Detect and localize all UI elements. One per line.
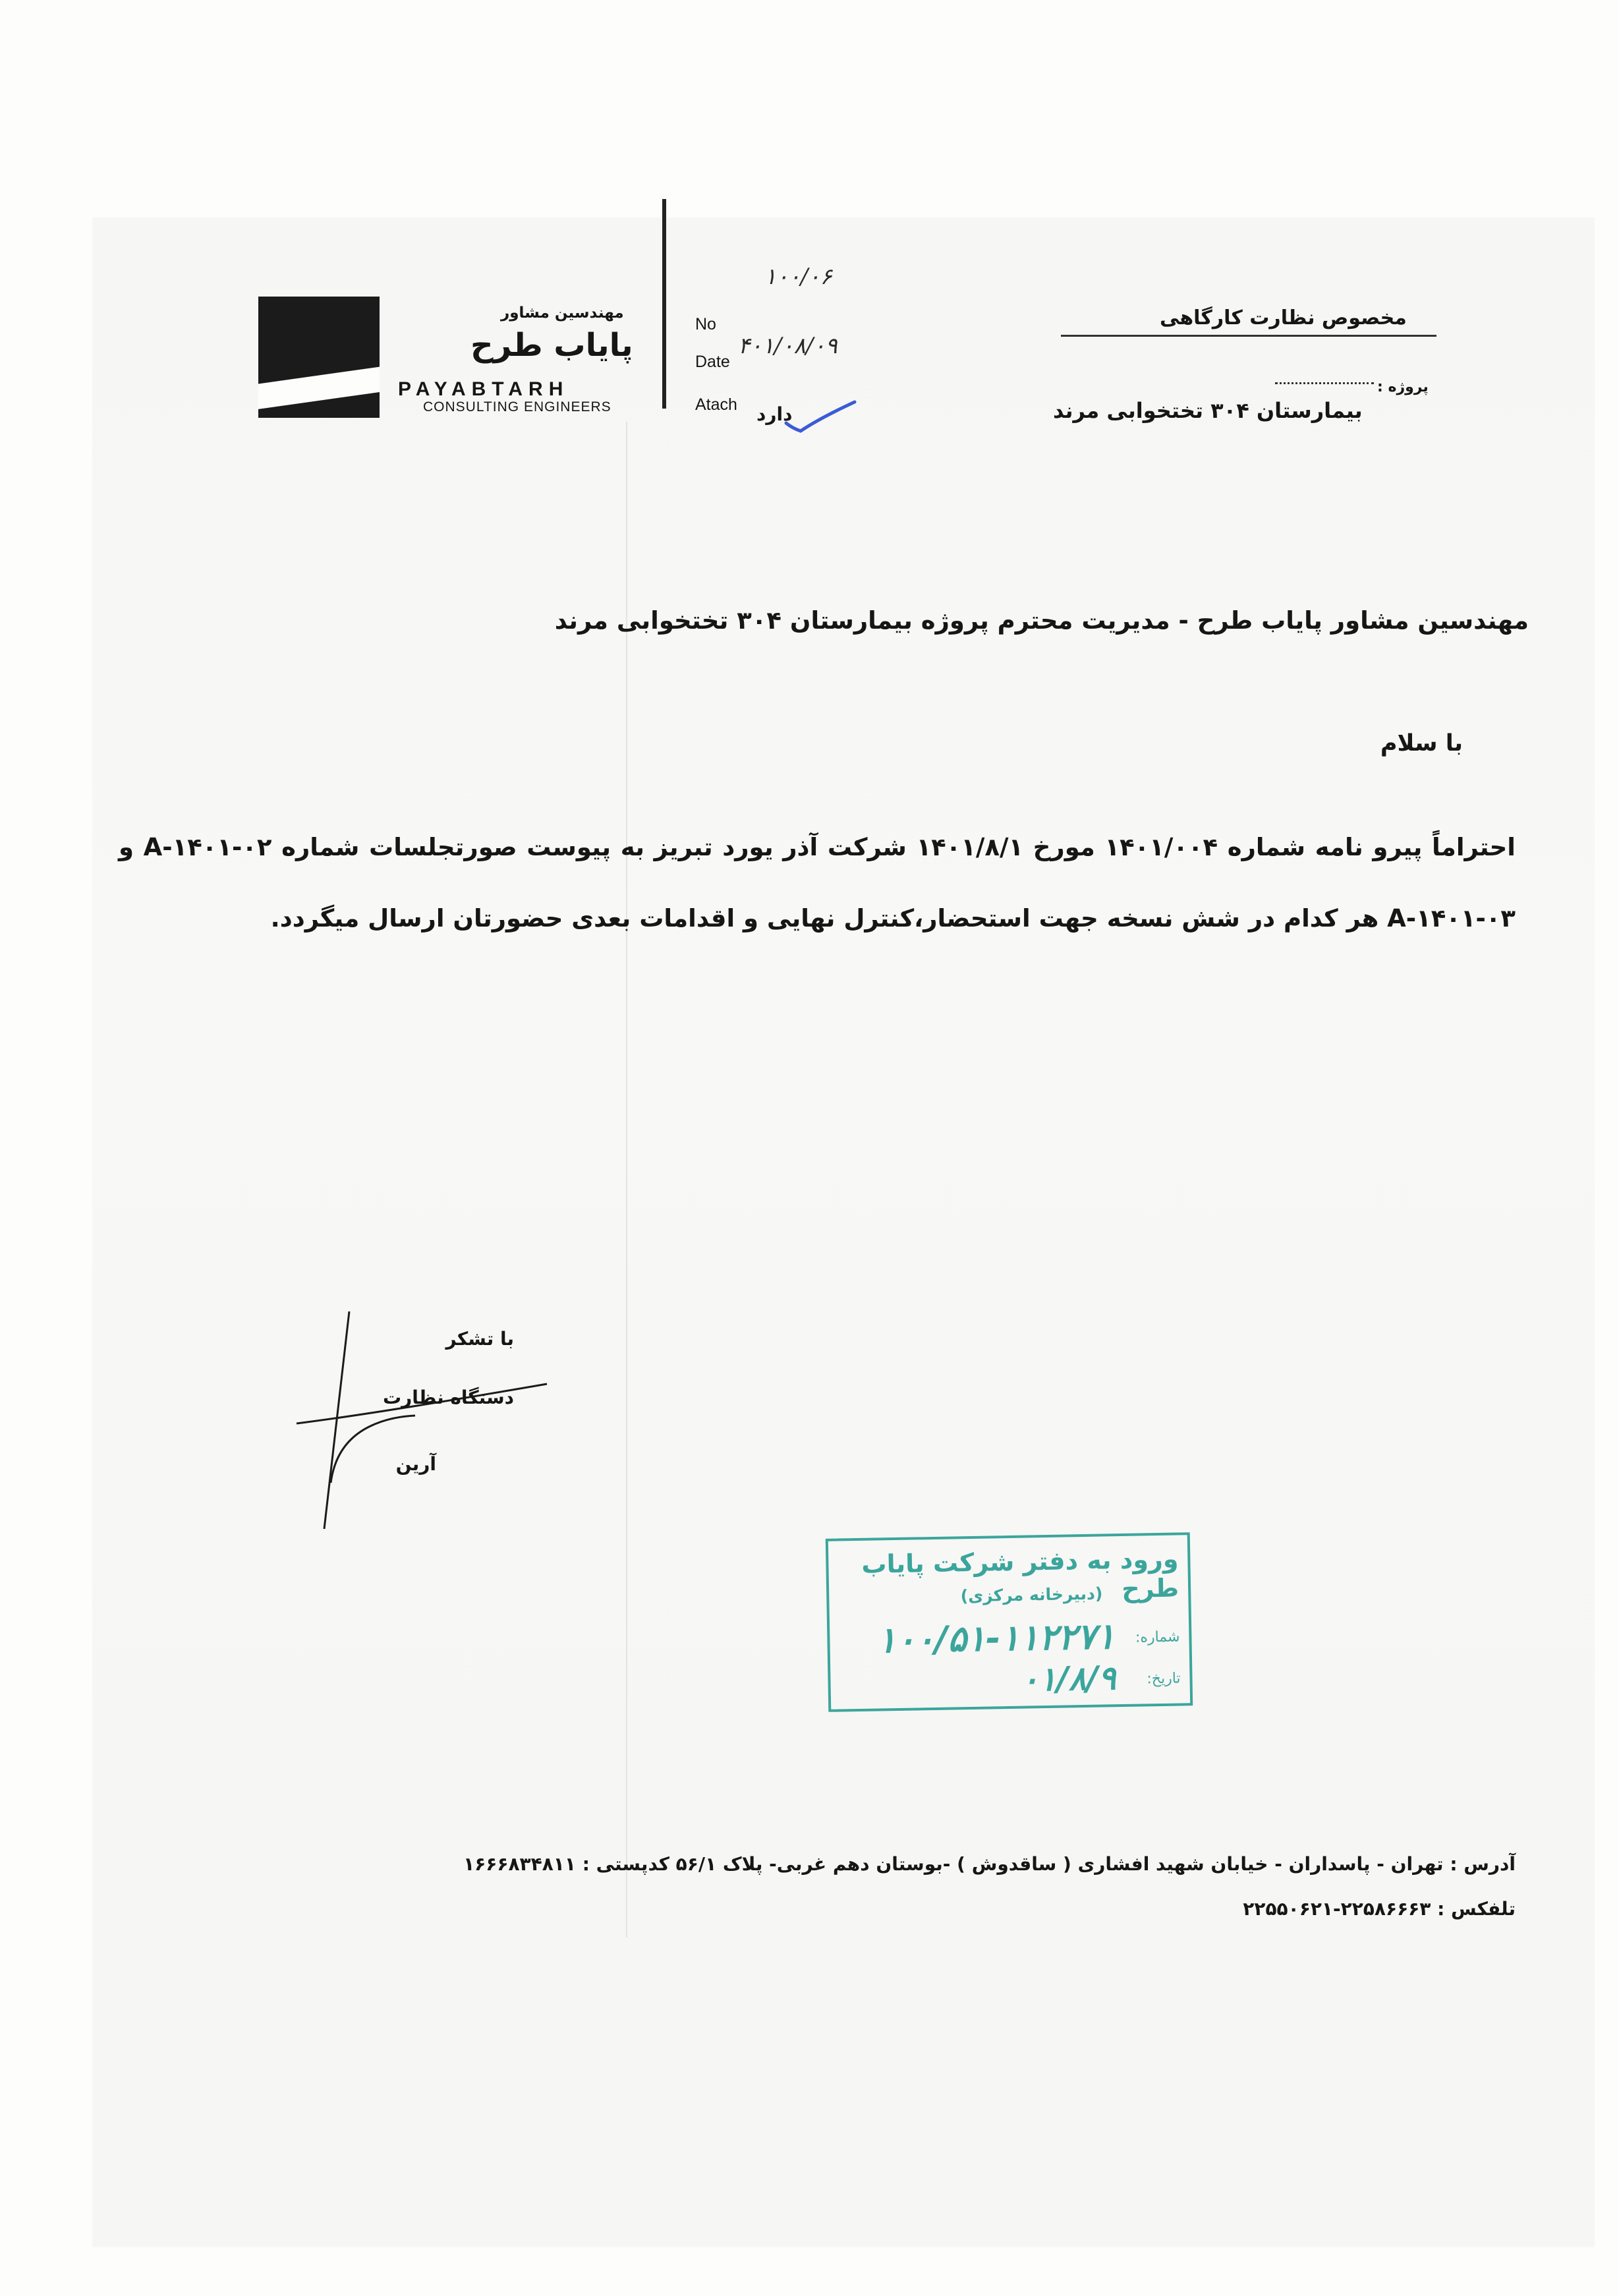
stamp-number-value: ۱۰۰/۵۱-۱۱۲۲۷۱	[876, 1615, 1116, 1661]
confidential-underline	[1061, 335, 1436, 337]
footer-phone: تلفکس : ۲۲۵۸۶۶۶۳-۲۲۵۵۰۶۲۱	[1243, 1898, 1516, 1920]
letter-recipient: مهندسین مشاور پایاب طرح - مدیریت محترم پروژه بیمارستان ۳۰۴ تختخوابی مرند	[554, 606, 1529, 635]
stamp-date-label: تاریخ:	[1147, 1670, 1181, 1688]
checkmark-icon	[781, 395, 860, 435]
company-fa-name: پایاب طرح	[470, 327, 633, 364]
header-divider	[662, 199, 666, 409]
date-label: Date	[695, 353, 730, 371]
letter-body: احتراماً پیرو نامه شماره ۱۴۰۱/۰۰۴ مورخ ۱۴۰۱/۸/۱ شرکت آذر یورد تبریز به پیوست صورتجلسات شماره ۰۲-۱۴۰۱-A و ۰۳-۱۴۰۱-A هر کدام در شش نسخه جهت استحضار،کنترل نهایی و اقدامات بعدی حضورتان ارسال میگردد.	[119, 833, 1516, 933]
confidential-heading: مخصوص نظارت کارگاهی	[1160, 306, 1407, 330]
attach-value: دارد	[756, 403, 793, 425]
paper-fold-line	[626, 422, 627, 1937]
signature-organization: دستگاه نظارت	[383, 1387, 514, 1408]
project-dotted-line	[1275, 382, 1374, 384]
company-en-name: PAYABTARH	[398, 378, 569, 400]
stamp-subtitle: (دبیرخانه مرکزی)	[960, 1584, 1103, 1606]
number-label: No	[695, 315, 716, 333]
number-value: ۱۰۰/۰۶	[764, 264, 832, 290]
footer-address: آدرس : تهران - پاسداران - خیابان شهید افشاری ( ساقدوش ) -بوستان دهم غربی- پلاک ۵۶/۱ کدپستی : ۱۶۶۶۸۳۴۸۱۱	[463, 1853, 1516, 1875]
payabtarh-logo-icon	[258, 297, 380, 418]
signature-signer: آرین	[395, 1453, 436, 1475]
project-name: بیمارستان ۳۰۴ تختخوابی مرند	[1053, 398, 1363, 423]
stamp-number-label: شماره:	[1135, 1628, 1180, 1646]
signature-thanks: با تشکر	[445, 1328, 514, 1350]
letter-greeting: با سلام	[1380, 730, 1463, 757]
stamp-title: ورود به دفتر شرکت پایاب طرح	[861, 1544, 1179, 1604]
company-en-subtitle: CONSULTING ENGINEERS	[423, 399, 611, 415]
stamp-date-value: ۰۱/۸/۹	[1021, 1659, 1117, 1699]
project-label: پروژه :	[1377, 379, 1429, 395]
logo-stripe	[258, 366, 380, 409]
date-value: ۴۰۱/۰۸/۰۹	[738, 333, 838, 359]
receipt-stamp	[826, 1532, 1193, 1712]
scan-background	[92, 217, 1595, 2247]
company-fa-small: مهندسین مشاور	[501, 304, 624, 322]
attach-label: Atach	[695, 395, 737, 414]
